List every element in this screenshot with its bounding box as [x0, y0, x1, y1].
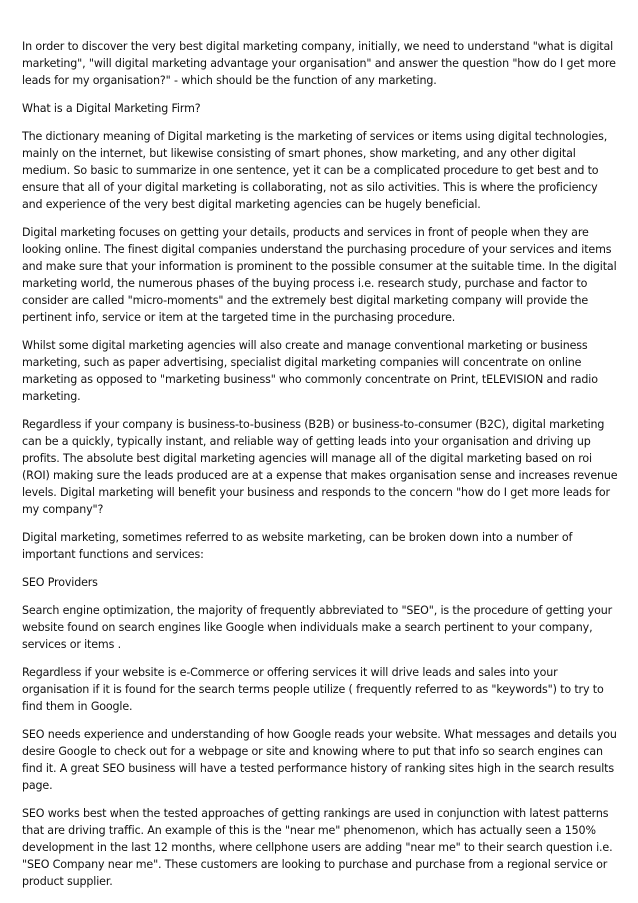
seo-ecommerce-paragraph: Regardless if your website is e-Commerce or offering services it will drive leads and sales into your organisation if it is found for the search terms people utilize ( frequently referred to as "keywords") to try to find them in Google.	[22, 666, 604, 713]
document-body	[22, 38, 620, 901]
seo-experience-paragraph: SEO needs experience and understanding of how Google reads your website. What messages and details you desire Google to check out for a webpage or site and knowing where to put that info so search engines can find it. A great SEO business will have a tested performance history of ranking sites high in the search results page.	[22, 728, 617, 792]
services-intro-paragraph: Digital marketing, sometimes referred to as website marketing, can be broken down into a number of important functions and services:	[22, 531, 573, 561]
intro-paragraph: In order to discover the very best digital marketing company, initially, we need to understand "what is digital marketing", "will digital marketing advantage your organisation" and answer the question "how do I get more leads for my organisation?" - which should be the function of any marketing.	[22, 40, 616, 87]
definition-paragraph: The dictionary meaning of Digital marketing is the marketing of services or items using digital technologies, mainly on the internet, but likewise consisting of smart phones, show marketing, and any other digital medium. So basic to summarize in one sentence, yet it can be a complicated procedure to get best and to ensure that all of your digital marketing is collaborating, not as silo activities. This is where the proficiency and experience of the very best digital marketing agencies can be hugely beneficial.	[22, 130, 608, 211]
section-heading-seo-providers: SEO Providers	[22, 576, 98, 589]
seo-definition-paragraph: Search engine optimization, the majority of frequently abbreviated to "SEO", is the procedure of getting your website found on search engines like Google when individuals make a search pertinent to your company, services or items .	[22, 604, 613, 651]
focus-paragraph: Digital marketing focuses on getting your details, products and services in front of people when they are looking online. The finest digital companies understand the purchasing procedure of your services and items and make sure that your information is prominent to the possible consumer at the suitable time. In the digital marketing world, the numerous phases of the buying process i.e. research study, purchase and factor to consider are called "micro-moments" and the extremely best digital marketing company will provide the pertinent info, service or item at the targeted time in the purchasing procedure.	[22, 226, 617, 324]
section-heading-digital-marketing-firm: What is a Digital Marketing Firm?	[22, 102, 201, 115]
seo-near-me-paragraph: SEO works best when the tested approaches of getting rankings are used in conjunction with latest patterns that are driving traffic. An example of this is the "near me" phenomenon, which has actually seen a 150% development in the last 12 months, where cellphone users are adding "near me" to their search question i.e. "SEO Company near me". These customers are looking to purchase and purchase from a regional service or product supplier.	[22, 807, 613, 888]
conventional-marketing-paragraph: Whilst some digital marketing agencies will also create and manage conventional marketing or business marketing, such as paper advertising, specialist digital marketing companies will concentrate on online marketing as opposed to "marketing business" who commonly concentrate on Print, tELEVISION and radio marketing.	[22, 339, 598, 403]
b2b-b2c-paragraph: Regardless if your company is business-to-business (B2B) or business-to-consumer (B2C), digital marketing can be a quickly, typically instant, and reliable way of getting leads into your organisation and driving up profits. The absolute best digital marketing agencies will manage all of the digital marketing based on roi (ROI) making sure the leads produced are at a expense that makes organisation sense and increases revenue levels. Digital marketing will benefit your business and responds to the concern "how do I get more leads for my company"?	[22, 418, 618, 516]
